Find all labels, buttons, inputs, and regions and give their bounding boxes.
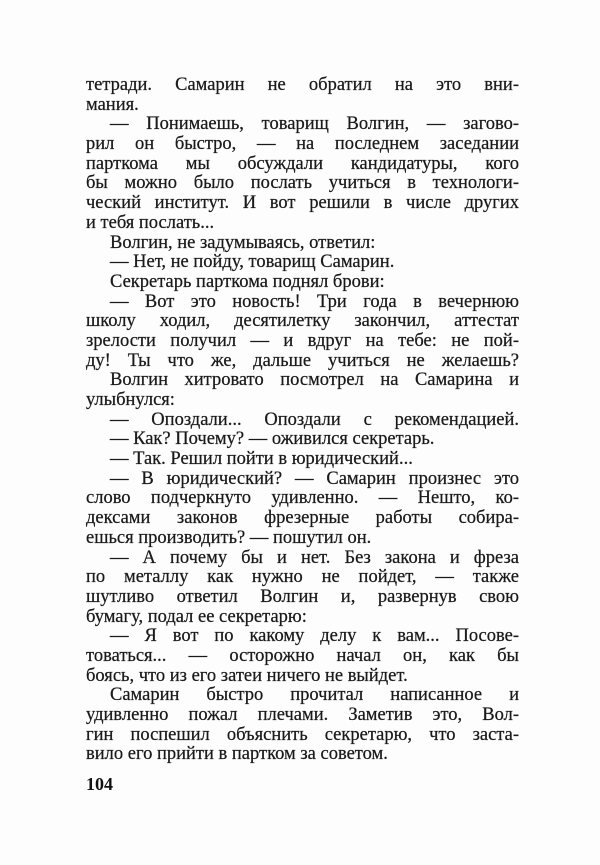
text-line: слово подчеркнуто удивленно. — Нешто, ко- xyxy=(86,488,519,509)
text-line: бы можно было послать учиться в технологи- xyxy=(86,173,519,194)
text-line: — Понимаешь, товарищ Волгин, — загово- xyxy=(110,114,519,135)
text-line: школу ходил, десятилетку закончил, аттестат xyxy=(86,311,519,332)
text-line: — А почему бы и нет. Без закона и фреза xyxy=(110,547,519,568)
text-line: — Вот это новость! Три года в вечернюю xyxy=(110,291,519,312)
text-line: Секретарь парткома поднял брови: xyxy=(110,271,385,292)
text-line: — Как? Почему? — оживился секретарь. xyxy=(110,429,435,450)
page-number: 104 xyxy=(86,774,113,794)
text-line: Волгин хитровато посмотрел на Самарина и xyxy=(110,370,519,391)
text-line: парткома мы обсуждали кандидатуры, кого xyxy=(86,153,519,174)
text-line: — Я вот по какому делу к вам... Посове- xyxy=(110,626,519,647)
text-line: тетради. Самарин не обратил на это вни- xyxy=(86,75,519,95)
text-line: рил он быстро, — на последнем заседании xyxy=(86,134,519,155)
text-line: товаться... — осторожно начал он, как бы xyxy=(86,645,519,666)
text-line: ческий институт. И вот решили в числе других xyxy=(86,193,519,214)
text-line: бумагу, подал ее секретарю: xyxy=(86,606,307,627)
text-line: гин поспешил объяснить секретарю, что заста- xyxy=(86,724,519,745)
text-line: Волгин, не задумываясь, ответил: xyxy=(110,232,376,253)
text-line: зрелости получил — и вдруг на тебе: не пой- xyxy=(86,330,519,351)
text-line: по металлу как нужно не пойдет, — также xyxy=(86,567,519,588)
text-line: — Опоздали... Опоздали с рекомендацией. xyxy=(110,409,519,430)
text-line: и тебя послать... xyxy=(86,212,215,233)
page-body-text xyxy=(86,76,519,765)
text-line: Самарин быстро прочитал написанное и xyxy=(110,685,519,706)
text-line: боясь, что из его затеи ничего не выйдет. xyxy=(86,665,408,686)
text-line: ешься производить? — пошутил он. xyxy=(86,527,372,548)
text-line: — Нет, не пойду, товарищ Самарин. xyxy=(110,252,395,273)
text-line: — Так. Решил пойти в юридический... xyxy=(110,449,413,470)
text-line: ду! Ты что же, дальше учиться не желаешь? xyxy=(86,350,519,371)
text-line: — В юридический? — Самарин произнес это xyxy=(110,468,519,489)
text-line: дексами законов фрезерные работы собира- xyxy=(86,508,519,529)
text-line: улыбнулся: xyxy=(86,390,175,410)
text-line: вило его прийти в партком за советом. xyxy=(86,744,388,765)
text-line: удивленно пожал плечами. Заметив это, Вол- xyxy=(86,705,519,725)
text-line: мания. xyxy=(86,94,139,115)
text-line: шутливо ответил Волгин и, развернув свою xyxy=(86,586,519,607)
